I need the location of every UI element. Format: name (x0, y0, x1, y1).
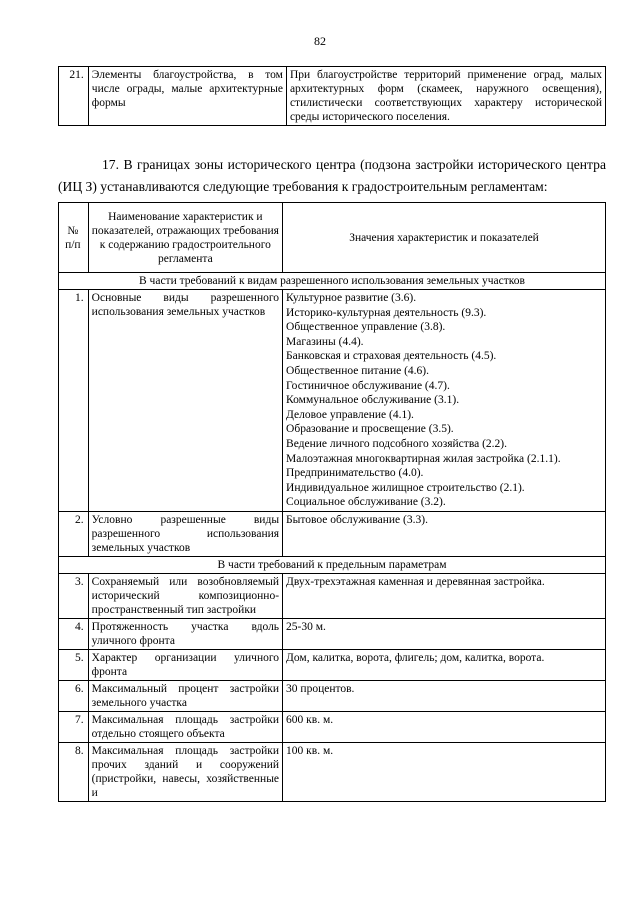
characteristic-value (283, 290, 606, 512)
list-item: Историко-культурная деятельность (9.3). (286, 306, 487, 319)
table-row (59, 618, 606, 649)
section-row (59, 556, 606, 573)
section-paragraph: 17. В границах зоны исторического центра (подзона застройки исторического центра (ИЦ З) устанавливаются следующие требования к градостроительным регламентам: (58, 157, 606, 194)
list-item: Гостиничное обслуживание (4.7). (286, 379, 450, 392)
list-item: Магазины (4.4). (286, 335, 364, 348)
characteristic-name: Максимальная площадь застройки отдельно стоящего объекта (88, 711, 282, 742)
characteristic-name: Элементы благоустройства, в том числе ограды, малые архитектурные формы (88, 67, 286, 126)
characteristic-name: Протяженность участка вдоль уличного фронта (88, 618, 282, 649)
table-header-row (59, 203, 606, 273)
characteristic-value: 30 процентов. (283, 680, 606, 711)
list-item: Общественное управление (3.8). (286, 321, 446, 334)
table-row (59, 680, 606, 711)
characteristic-value: Бытовое обслуживание (3.3). (283, 511, 606, 556)
row-number: 8. (59, 742, 89, 801)
characteristic-name: Максимальный процент застройки земельного участка (88, 680, 282, 711)
row-number: 3. (59, 573, 89, 618)
requirements-table (58, 202, 606, 802)
row-number: 5. (59, 649, 89, 680)
list-item: Малоэтажная многоквартирная жилая застройка (2.1.1). (286, 452, 561, 465)
characteristic-value: 25-30 м. (283, 618, 606, 649)
characteristic-name: Максимальная площадь застройки прочих зданий и сооружений (пристройки, навесы, хозяйственные и (88, 742, 282, 801)
characteristic-name: Сохраняемый или возобновляемый исторический композиционно-пространственный тип застройки (88, 573, 282, 618)
page-number: 82 (314, 34, 326, 48)
row-number: 7. (59, 711, 89, 742)
list-item: Деловое управление (4.1). (286, 408, 414, 421)
list-item: Банковская и страховая деятельность (4.5). (286, 350, 497, 363)
list-item: Ведение личного подсобного хозяйства (2.2). (286, 437, 507, 450)
table-row (59, 67, 606, 126)
list-item: Образование и просвещение (3.5). (286, 423, 454, 436)
list-item: Индивидуальное жилищное строительство (2.1). (286, 481, 525, 494)
continued-table (58, 66, 606, 126)
table-row (59, 573, 606, 618)
list-item: Предпринимательство (4.0). (286, 467, 424, 480)
table-row (59, 711, 606, 742)
header-value: Значения характеристик и показателей (283, 203, 606, 273)
row-number: 6. (59, 680, 89, 711)
table-row (59, 511, 606, 556)
characteristic-name: Характер организации уличного фронта (88, 649, 282, 680)
characteristic-name: Основные виды разрешенного использования земельных участков (88, 290, 282, 512)
row-number: 21. (59, 67, 89, 126)
characteristic-value: Дом, калитка, ворота, флигель; дом, калитка, ворота. (283, 649, 606, 680)
list-item: Культурное развитие (3.6). (286, 292, 417, 304)
characteristic-value: 100 кв. м. (283, 742, 606, 801)
header-name: Наименование характеристик и показателей, отражающих требования к содержанию градостроительного регламента (88, 203, 282, 273)
section-row (59, 273, 606, 290)
table-row (59, 290, 606, 512)
list-item: Общественное питание (4.6). (286, 364, 429, 377)
list-item: Социальное обслуживание (3.2). (286, 496, 446, 509)
list-item: Коммунальное обслуживание (3.1). (286, 394, 460, 407)
row-number: 2. (59, 511, 89, 556)
characteristic-name: Условно разрешенные виды разрешенного использования земельных участков (88, 511, 282, 556)
row-number: 1. (59, 290, 89, 512)
row-number: 4. (59, 618, 89, 649)
section-title: В части требований к видам разрешенного использования земельных участков (59, 273, 606, 290)
table-row (59, 742, 606, 801)
section-title: В части требований к предельным параметрам (59, 556, 606, 573)
table-row (59, 649, 606, 680)
header-number: № п/п (59, 203, 89, 273)
permitted-uses-list (286, 291, 602, 510)
characteristic-value: При благоустройстве территорий применение оград, малых архитектурных форм (скамеек, наружного освещения), стилистически соответствующих характеру исторической среды исторического поселения. (286, 67, 605, 126)
characteristic-value: 600 кв. м. (283, 711, 606, 742)
characteristic-value: Двух-трехэтажная каменная и деревянная застройка. (283, 573, 606, 618)
